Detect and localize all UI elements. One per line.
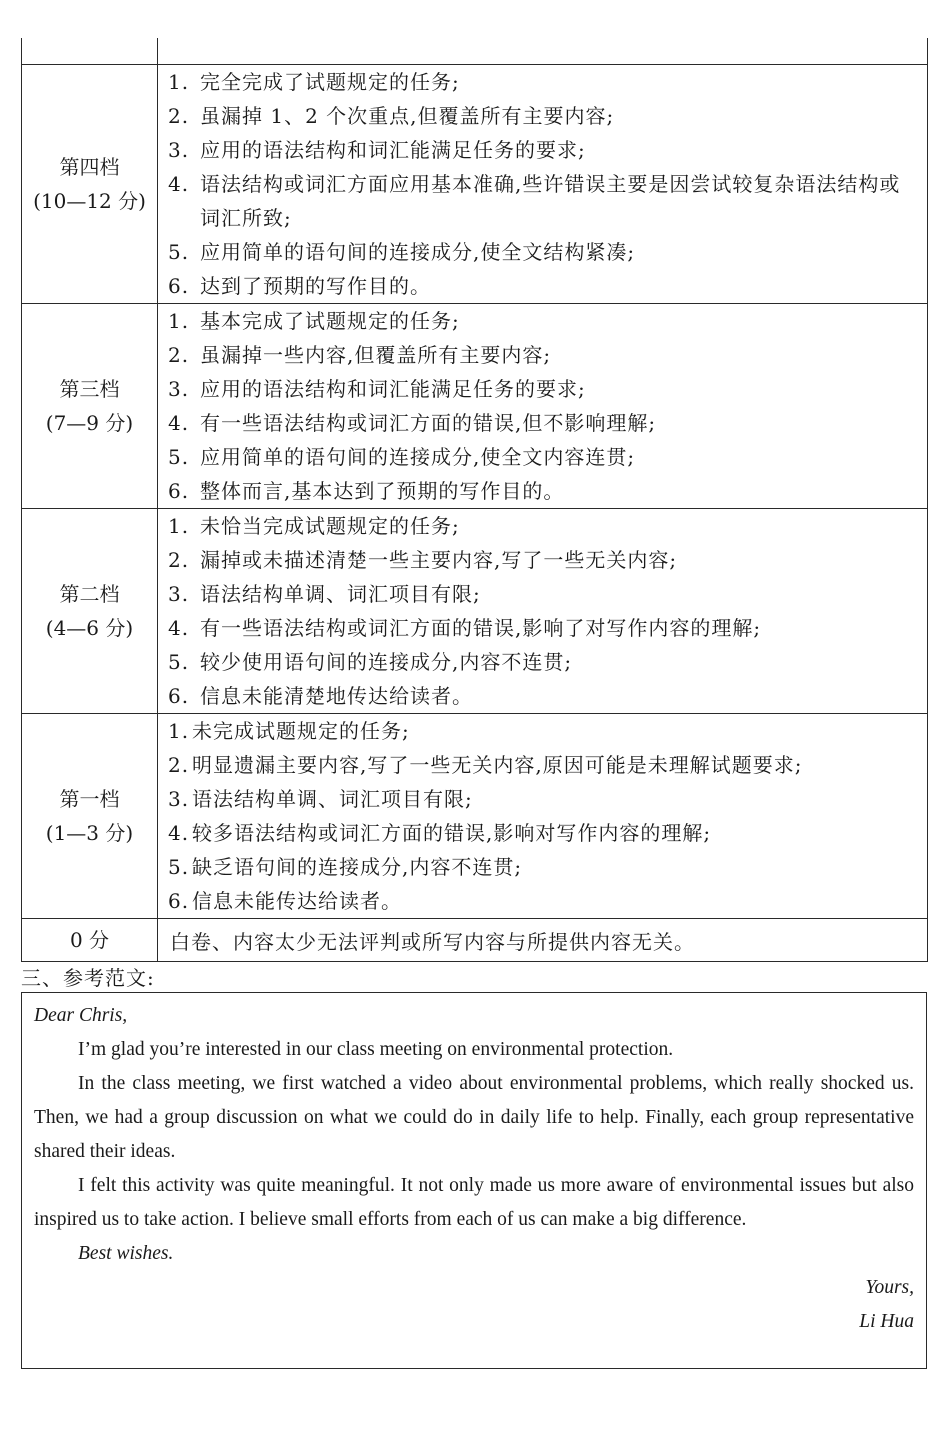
letter-salutation: Dear Chris,: [34, 1005, 128, 1026]
criterion-item: 5. 应用简单的语句间的连接成分,使全文结构紧凑;: [168, 240, 636, 264]
criterion-item: 4. 有一些语法结构或词汇方面的错误,影响了对写作内容的理解;: [168, 616, 762, 640]
criterion-item: 6. 信息未能清楚地传达给读者。: [168, 684, 473, 708]
criterion-item: 5. 缺乏语句间的连接成分,内容不连贯;: [168, 855, 523, 879]
criterion-item: 5. 应用简单的语句间的连接成分,使全文内容连贯;: [168, 445, 636, 469]
band-score: (1—3 分): [45, 821, 134, 845]
letter-closing: Best wishes.: [78, 1243, 174, 1264]
band-name: 第四档: [59, 155, 120, 179]
band-label-cell: [22, 304, 158, 509]
band-score: (4—6 分): [45, 616, 134, 640]
criterion-item: 2. 明显遗漏主要内容,写了一些无关内容,原因可能是未理解试题要求;: [168, 753, 803, 777]
band-row-4: [22, 65, 928, 304]
criterion-item: 2. 虽漏掉 1、2 个次重点,但覆盖所有主要内容;: [168, 104, 615, 128]
letter-signature: Li Hua: [859, 1311, 914, 1332]
criterion-item: 3. 应用的语法结构和词汇能满足任务的要求;: [168, 377, 586, 401]
band-row-1: [22, 714, 928, 919]
criterion-item: 1. 未完成试题规定的任务;: [168, 719, 410, 743]
criteria-cell: [158, 65, 928, 304]
letter-sign-off: Yours,: [865, 1277, 914, 1298]
band-name: 第一档: [59, 787, 120, 811]
criterion-item: 6. 信息未能传达给读者。: [168, 889, 402, 913]
letter-paragraph: I felt this activity was quite meaningful. It not only made us more aware of environmental issues but also inspired us to take action. I believe small efforts from each of us can make a big difference.: [34, 1175, 914, 1230]
band-row-0: [22, 919, 928, 962]
criteria-list: [158, 509, 927, 713]
band-score: (7—9 分): [45, 411, 134, 435]
band-row-3: [22, 304, 928, 509]
criteria-cell: [158, 509, 928, 714]
band-row-2: [22, 509, 928, 714]
criterion-item: 6. 达到了预期的写作目的。: [168, 274, 431, 298]
scoring-rubric-table: [21, 38, 928, 962]
letter-paragraph: I’m glad you’re interested in our class meeting on environmental protection.: [78, 1039, 674, 1060]
criterion-item: 5. 较少使用语句间的连接成分,内容不连贯;: [168, 650, 573, 674]
zero-score-description: 白卷、内容太少无法评判或所写内容与所提供内容无关。: [158, 919, 928, 962]
criterion-item: 6. 整体而言,基本达到了预期的写作目的。: [168, 479, 565, 503]
criterion-item: 1. 完全完成了试题规定的任务;: [168, 70, 460, 94]
criterion-item: 3. 语法结构单调、词汇项目有限;: [168, 582, 481, 606]
zero-score-label: 0 分: [22, 919, 158, 962]
criteria-cell: [158, 714, 928, 919]
criteria-list: [158, 65, 927, 303]
sample-essay-heading: 三、参考范文:: [21, 966, 155, 990]
letter-paragraph: In the class meeting, we first watched a video about environmental problems, which really shocked us. Then, we had a group discussion on what we could do in daily life to help. Finally, each group representative shared their ideas.: [34, 1073, 914, 1162]
sample-letter-box: [21, 992, 927, 1369]
criterion-item: 2. 漏掉或未描述清楚一些主要内容,写了一些无关内容;: [168, 548, 678, 572]
criterion-item: 1. 基本完成了试题规定的任务;: [168, 309, 460, 333]
band-name: 第三档: [59, 377, 120, 401]
criteria-cell: [158, 304, 928, 509]
band-label-cell: [22, 714, 158, 919]
band-label-cell: [22, 509, 158, 714]
criterion-item: 1. 未恰当完成试题规定的任务;: [168, 514, 460, 538]
band-label-cell: [22, 65, 158, 304]
criterion-item: 3. 应用的语法结构和词汇能满足任务的要求;: [168, 138, 586, 162]
criterion-item: 3. 语法结构单调、词汇项目有限;: [168, 787, 473, 811]
band-name: 第二档: [59, 582, 120, 606]
criterion-item: 2. 虽漏掉一些内容,但覆盖所有主要内容;: [168, 343, 552, 367]
cut-off-header-row: [22, 38, 928, 65]
criteria-list: [158, 304, 927, 508]
band-score: (10—12 分): [33, 189, 146, 213]
criteria-list: [158, 714, 927, 918]
criterion-item: 4. 语法结构或词汇方面应用基本准确,些许错误主要是因尝试较复杂语法结构或词汇所致;: [168, 172, 901, 230]
criterion-item: 4. 有一些语法结构或词汇方面的错误,但不影响理解;: [168, 411, 657, 435]
criterion-item: 4. 较多语法结构或词汇方面的错误,影响对写作内容的理解;: [168, 821, 712, 845]
